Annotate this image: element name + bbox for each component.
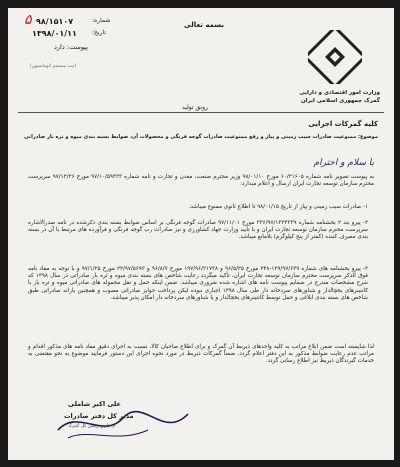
body-paragraph-5: لذا شایسته است ضمن ابلاغ مراتب به کلیه واحدهای ذیربط آن گمرک و برای اطلاع صاحبان کالا، نسبت به اجرای دقیق مفاد نامه های مذکور اقدام و مراتب عدم رعایت ضوابط مذکور به این دفتر اعلام گردد. ضمناً گمرکات ذیربط در مورد نحوه اجرای این دستور فرمایید موضوع به نحو مقتضی به خدمات گیرندگان ذیربط نیز اطلاع رسانی گردد. <box>28 344 374 365</box>
header-divider <box>18 112 384 113</box>
greeting: با سلام و احترام <box>313 158 374 168</box>
letter-number-value: ۹۸/۱۵۱۰۷ <box>36 17 74 26</box>
handwritten-number: ۵ <box>24 12 32 28</box>
body-paragraph-2: ۱- صادرات سیب زمینی و پیاز از تاریخ ۹۸/۰۱/۱۵ تا اطلاع ثانوی ممنوع میباشد. <box>188 204 368 210</box>
signatory-title: مدیر کل دفتر صادرات <box>64 412 134 420</box>
subject-line: موضوع: ممنوعیت صادرات سیب زمینی و پیاز و رفع ممنوعیت صادرات گوجه فرنگی و محصولات آن، ضوابط بسته بندی میوه و تره بار صادراتی <box>24 134 378 140</box>
addressee: کلیه گمرکات اجرایی <box>308 120 378 128</box>
stamp-note: از طرف رئیس کل گمرک <box>68 424 116 429</box>
customs-name: گمرک جمهوری اسلامی ایران <box>300 98 380 104</box>
margin-note: (ثبت سیستم اتوماسیون) <box>30 64 77 69</box>
body-paragraph-3: ۲- پیرو بند ۲ بخشنامه شماره ۳۳۶/۹۷/۱۳۲۴۳۳۹ مورخ ۹۷/۱۱/۰۱ صادرات گوجه فرنگی بر اساس ضوابط بسته بندی ذکرشده در نامه صدرالاشاره سرپرست محترم سازمان توسعه تجارت ایران و با تأیید وزارت جهاد کشاورزی و نیز صادرات رب گوجه فرنگی و فرآورده های مرتبط با آن در بسته بندی مصرف کننده (کمتر از پنج کیلوگرم) بلامانع میباشد. <box>28 220 368 241</box>
attachment-label: پیوست: دارد <box>54 43 88 51</box>
letter-date-label: تاریخ: <box>92 29 106 36</box>
signatory-name: علی اکبر شاملی <box>68 400 121 408</box>
customs-logo-icon <box>308 30 362 84</box>
letter-number-label: شماره: <box>92 17 111 24</box>
bismillah-heading: بسمه تعالی <box>184 21 225 29</box>
body-paragraph-1: به پیوست تصویر نامه شماره ۶۰/۲۱۶۰۵ مورخ ۹۸/۰۱/۱۰ وزیر محترم صنعت، معدن و تجارت و نامه شماره ۹۷/۱۰/۵۹۴۳۳ مورخ ۹۷/۱۲/۲۶ سرپرست محترم سازمان توسعه تجارت ایران ارسال و اعلام میدارد: <box>28 174 375 188</box>
letter-page <box>8 8 394 460</box>
copy-note: رونق تولید <box>182 104 208 111</box>
body-paragraph-4: ۳- پیرو بخشنامه های شماره ۱۲۹/۹۷/۶۳۹-۲۴۸ مورخ ۹۶/۵/۲۵ و ۱۹۷/۹۶/۲۱۷۳۸ مورخ ۹۶/۸/۷ و ۲۲/۹۷/۵۶۹۳ مورخ ۹۷/۱/۲۵ و با توجه به مفاد نامه فوق الذکر سرپرست محترم سازمان توسعه تجارت ایران، تأکید میگردد رعایت شاخص های بسته بندی میوه و تره بار صادراتی در سال ۱۳۹۸ که شرح مشخصات مندرج در ضمایم پیوست نامه های اشاره شده ضروری میباشد. ضمن اینکه حمل و نقل محموله های صادراتی میوه و تره بار با کانتینرهای یخچالدار و شناورهای سردخانه دار طی سال ۱۳۹۸ اجباری نبوده لیکن پرداخت جوایز صادراتی مصوب و همچنین یارانه صادراتی طبق شاخص های بسته بندی ابلاغی و حمل توسط کانتینرهای یخچالدار و یا شناورهای سردخانه دار امکان پذیر میباشد. <box>28 266 368 301</box>
letter-date-value: ۱۳۹۸/۰۱/۱۱ <box>32 29 77 38</box>
ministry-name: وزارت امور اقتصادی و دارایی <box>299 90 380 96</box>
